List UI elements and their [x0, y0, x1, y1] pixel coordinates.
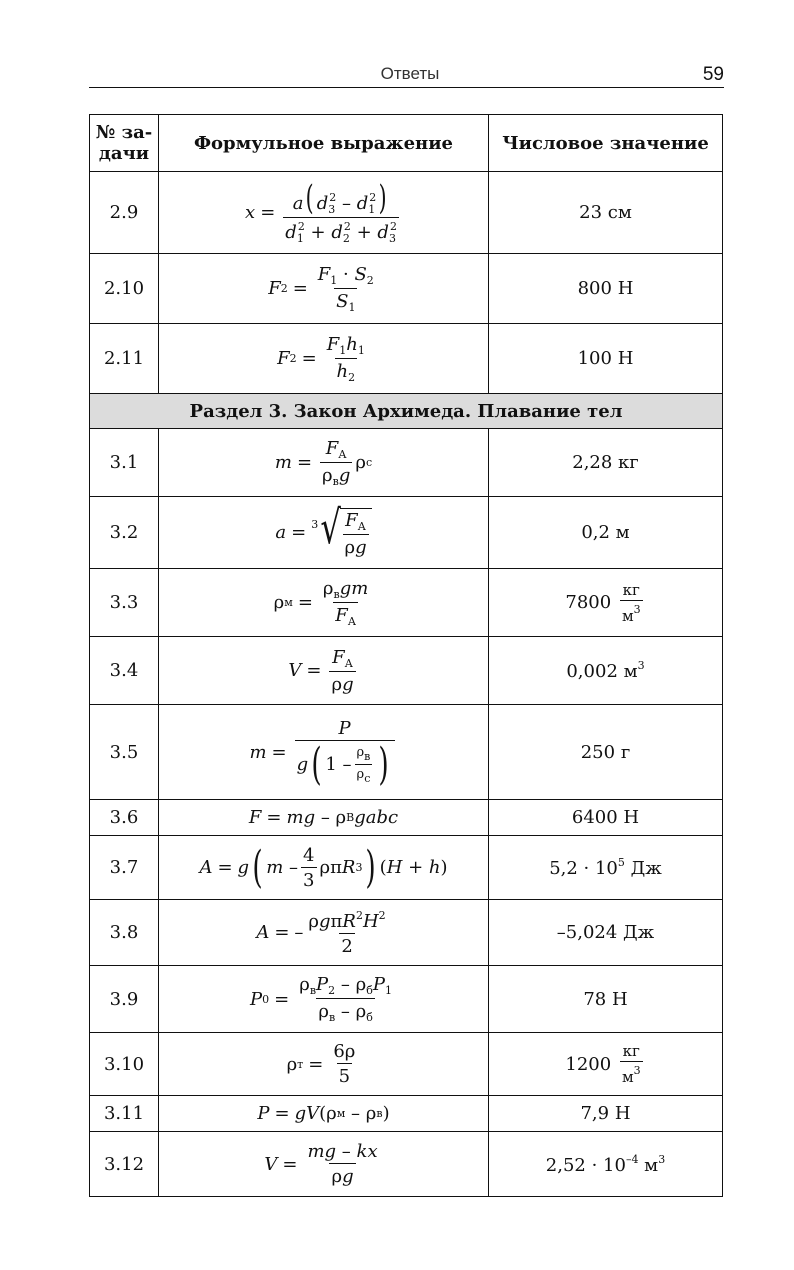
- formula: F 2 = $\frac{F_1h_1}{h_2}$: [159, 324, 489, 394]
- row-num: 3.3: [90, 569, 159, 637]
- table-row: [90, 836, 723, 900]
- formula: a = 3 √ $\frac{F_А}{\rho g}$: [159, 497, 489, 569]
- table-row: [90, 1096, 723, 1132]
- value-unit-exponent: 3: [658, 1152, 666, 1166]
- value: [489, 637, 723, 705]
- page-number: 59: [702, 64, 724, 85]
- value: 2,28 кг: [489, 429, 723, 497]
- value: –5,024 Дж: [489, 900, 723, 966]
- value-mantissa: 5,2 · 10: [549, 858, 618, 879]
- formula: m = P g ( 1 – $\frac{\rho_в}{\rho_с}$ ): [159, 705, 489, 800]
- formula: A = – $\frac{\rho g\pi R^2H^2}{2}$: [159, 900, 489, 966]
- formula: m = $\frac{F_А}{\rho_вg}$ ρ с: [159, 429, 489, 497]
- answers-table: [89, 114, 723, 1197]
- value: 800 Н: [489, 254, 723, 324]
- table-row: [90, 429, 723, 497]
- unit-numerator: кг: [622, 1042, 640, 1060]
- table-row: [90, 254, 723, 324]
- value-exponent: 3: [637, 659, 645, 672]
- unit-denominator: м: [621, 1068, 634, 1086]
- value: 0,2 м: [489, 497, 723, 569]
- unit-fraction: [620, 1042, 643, 1086]
- table-row: [90, 900, 723, 966]
- row-num: 3.2: [90, 497, 159, 569]
- unit-numerator: кг: [622, 580, 640, 599]
- value: [489, 836, 723, 900]
- value-exponent: 5: [617, 856, 625, 869]
- value: [489, 1132, 723, 1197]
- formula: V = $\frac{mg - kx}{\rho g}$: [159, 1132, 489, 1197]
- row-num: 3.12: [90, 1132, 159, 1197]
- header-num-line2: дачи: [98, 143, 150, 164]
- running-header-title: Ответы: [380, 64, 440, 83]
- row-num: 3.1: [90, 429, 159, 497]
- table-row: [90, 705, 723, 800]
- formula: ρ м = $\frac{\rho_вgm}{F_А}$: [159, 569, 489, 637]
- row-num: 3.11: [90, 1096, 159, 1132]
- row-num: 3.4: [90, 637, 159, 705]
- value-number: 7800: [565, 592, 612, 613]
- header-num: [90, 115, 159, 172]
- table-row: [90, 966, 723, 1033]
- value: 23 см: [489, 172, 723, 254]
- unit-exponent: 3: [633, 1064, 641, 1077]
- table-header-row: [90, 115, 723, 172]
- row-num: 2.11: [90, 324, 159, 394]
- row-num: 3.5: [90, 705, 159, 800]
- unit-denominator: м: [621, 606, 634, 625]
- value-unit: Дж: [624, 858, 662, 879]
- value-mantissa: 2,52 · 10: [545, 1154, 626, 1176]
- section-row: [90, 394, 723, 429]
- table-row: [90, 1132, 723, 1197]
- formula: P 0 = $\frac{\rho_вP_2 - \rho_бP_1}{\rho_в - \rho_б}$: [159, 966, 489, 1033]
- formula: F = mg – ρ В gabc: [159, 800, 489, 836]
- value-exponent: –4: [625, 1152, 639, 1166]
- table-row: [90, 569, 723, 637]
- table-row: [90, 1033, 723, 1096]
- value-unit: м: [638, 1154, 659, 1176]
- row-num: 3.10: [90, 1033, 159, 1096]
- row-num: 3.6: [90, 800, 159, 836]
- value: 100 Н: [489, 324, 723, 394]
- value: 250 г: [489, 705, 723, 800]
- row-num: 3.7: [90, 836, 159, 900]
- header-value: Числовое значение: [489, 115, 723, 172]
- value: [489, 1033, 723, 1096]
- unit-exponent: 3: [633, 602, 641, 616]
- formula: P = gV (ρ м – ρ в ): [159, 1096, 489, 1132]
- formula: F 2 = $\frac{F_1 \cdot S_2}{S_1}$: [159, 254, 489, 324]
- table-row: [90, 497, 723, 569]
- value: 6400 Н: [489, 800, 723, 836]
- formula: A = g ( m – $\frac{4}{3}$ ρπ R 3 ) ( H + h ): [159, 836, 489, 900]
- formula: x = $\frac{a( d_3^2 - d_1^2)}{d_1^2 + d_2^2 + d_3^2}$: [159, 172, 489, 254]
- header-formula: Формульное выражение: [159, 115, 489, 172]
- unit-fraction: [620, 581, 643, 625]
- row-num: 3.8: [90, 900, 159, 966]
- formula: ρ т = $\frac{6\rho}{5}$: [159, 1033, 489, 1096]
- table-row: [90, 324, 723, 394]
- value-text: 0,002 м: [566, 661, 638, 682]
- value: [489, 569, 723, 637]
- table-row: [90, 172, 723, 254]
- section-title: Раздел 3. Закон Архимеда. Плавание тел: [90, 394, 723, 429]
- formula: V = $\frac{F_А}{\rho g}$: [159, 637, 489, 705]
- table-row: [90, 800, 723, 836]
- value-number: 1200: [565, 1053, 612, 1075]
- value: 78 Н: [489, 966, 723, 1033]
- row-num: 2.9: [90, 172, 159, 254]
- row-num: 3.9: [90, 966, 159, 1033]
- header-rule: [89, 87, 724, 88]
- row-num: 2.10: [90, 254, 159, 324]
- header-num-line1: № за-: [95, 122, 153, 143]
- table-row: [90, 637, 723, 705]
- value: 7,9 Н: [489, 1096, 723, 1132]
